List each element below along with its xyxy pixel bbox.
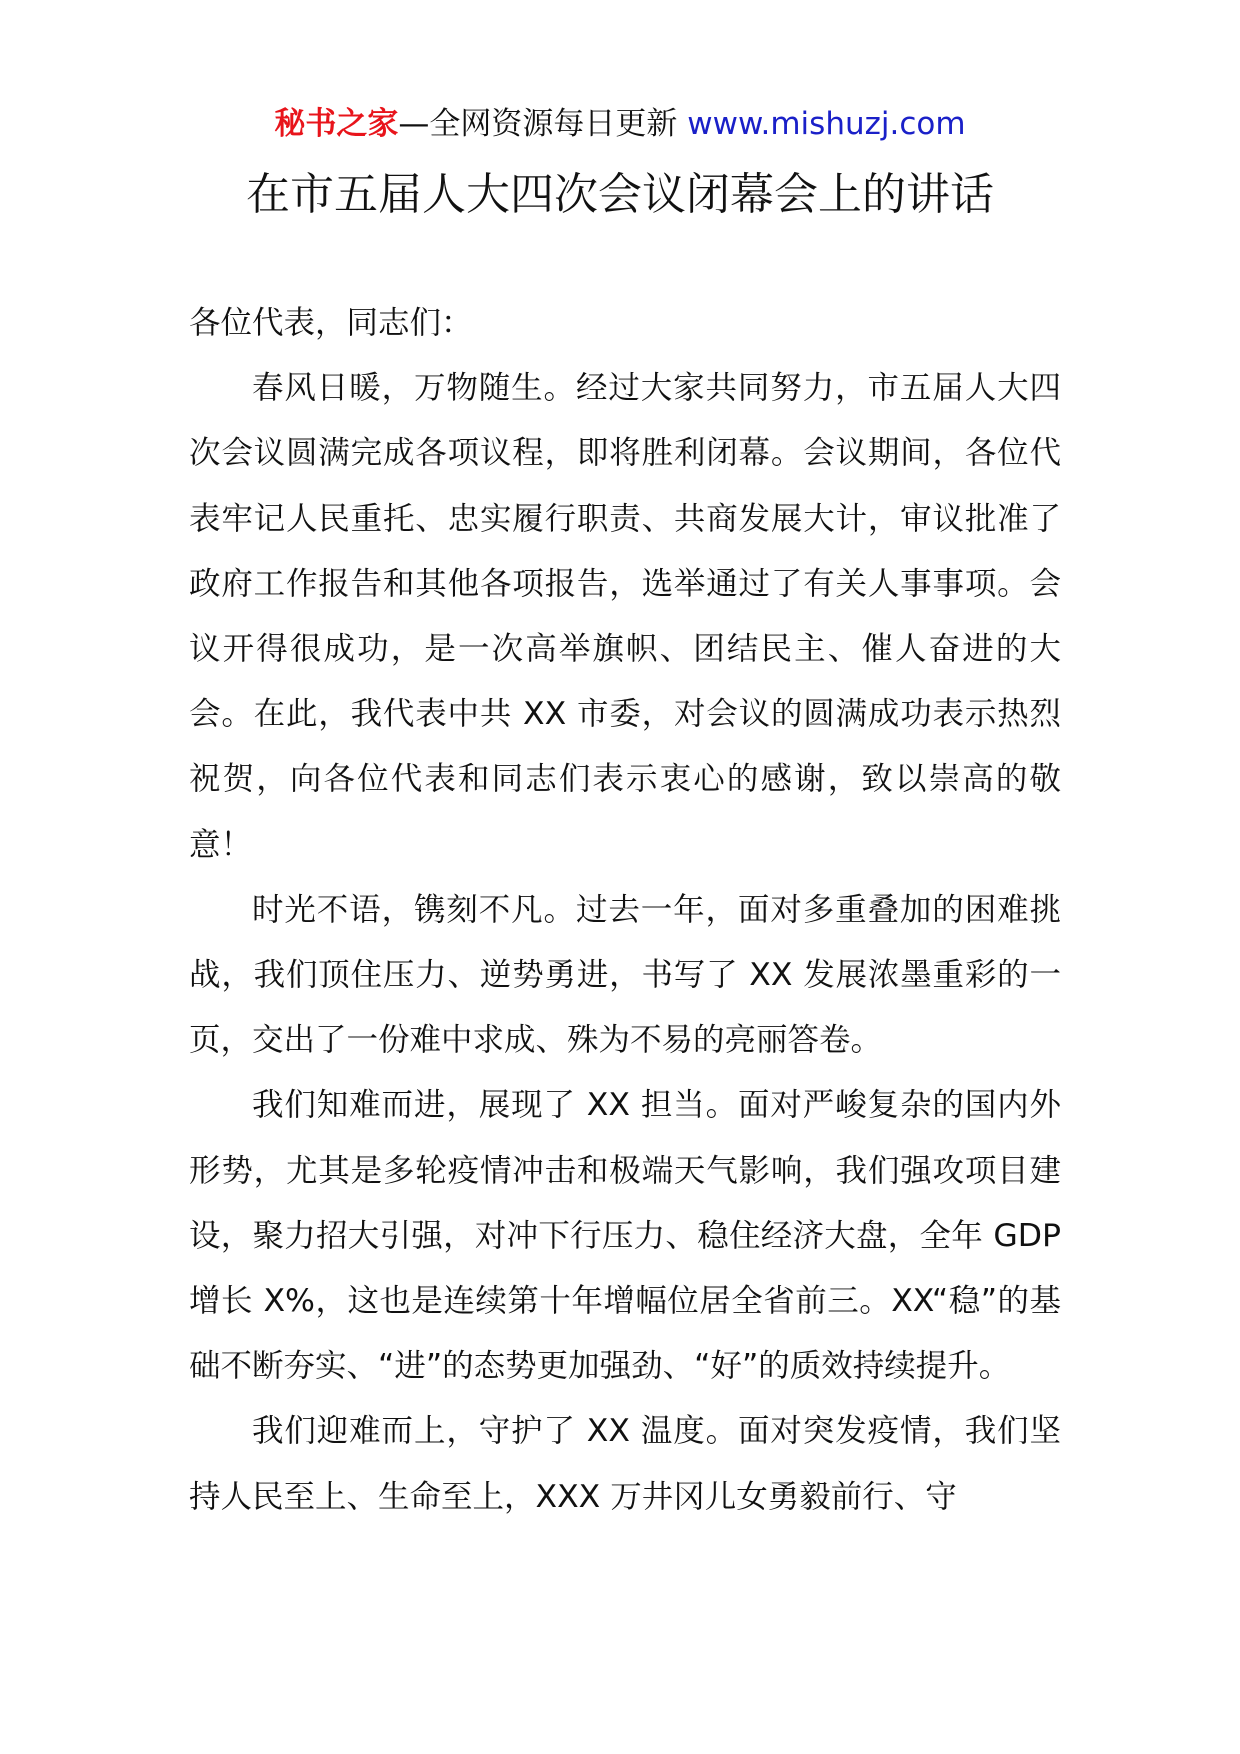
paragraph: 春风日暖，万物随生。经过大家共同努力，市五届人大四次会议圆满完成各项议程，即将胜利闭幕。会议期间，各位代表牢记人民重托、忠实履行职责、共商发展大计，审议批准了政府工作报告和其他各项报告，选举通过了有关人事事项。会议开得很成功，是一次高举旗帜、团结民主、催人奋进的大会。在此，我代表中共 XX 市委，对会议的圆满成功表示热烈祝贺，向各位代表和同志们表示衷心的感谢，致以崇高的敬意！ xyxy=(189,370,1061,863)
site-tagline: —全网资源每日更新 xyxy=(398,106,678,142)
site-header xyxy=(0,104,1240,144)
paragraph: 时光不语，镌刻不凡。过去一年，面对多重叠加的困难挑战，我们顶住压力、逆势勇进，书写了 XX 发展浓墨重彩的一页，交出了一份难中求成、殊为不易的亮丽答卷。 xyxy=(189,891,1061,1059)
paragraph: 我们迎难而上，守护了 XX 温度。面对突发疫情，我们坚持人民至上、生命至上，XXX 万井冈儿女勇毅前行、守 xyxy=(189,1413,1061,1515)
document-title: 在市五届人大四次会议闭幕会上的讲话 xyxy=(246,169,994,220)
brand-name: 秘书之家 xyxy=(274,106,399,142)
paragraph: 我们知难而进，展现了 XX 担当。面对严峻复杂的国内外形势，尤其是多轮疫情冲击和极端天气影响，我们强攻项目建设，聚力招大引强，对冲下行压力、稳住经济大盘，全年 GDP 增长 X%，这也是连续第十年增幅位居全省前三。XX“稳”的基础不断夯实、“进”的态势更加强劲、“好”的质效持续提升。 xyxy=(189,1087,1061,1385)
salutation: 各位代表，同志们： xyxy=(189,305,473,341)
site-url-link[interactable]: www.mishuzj.com xyxy=(687,106,966,142)
document-body xyxy=(189,291,1061,1530)
